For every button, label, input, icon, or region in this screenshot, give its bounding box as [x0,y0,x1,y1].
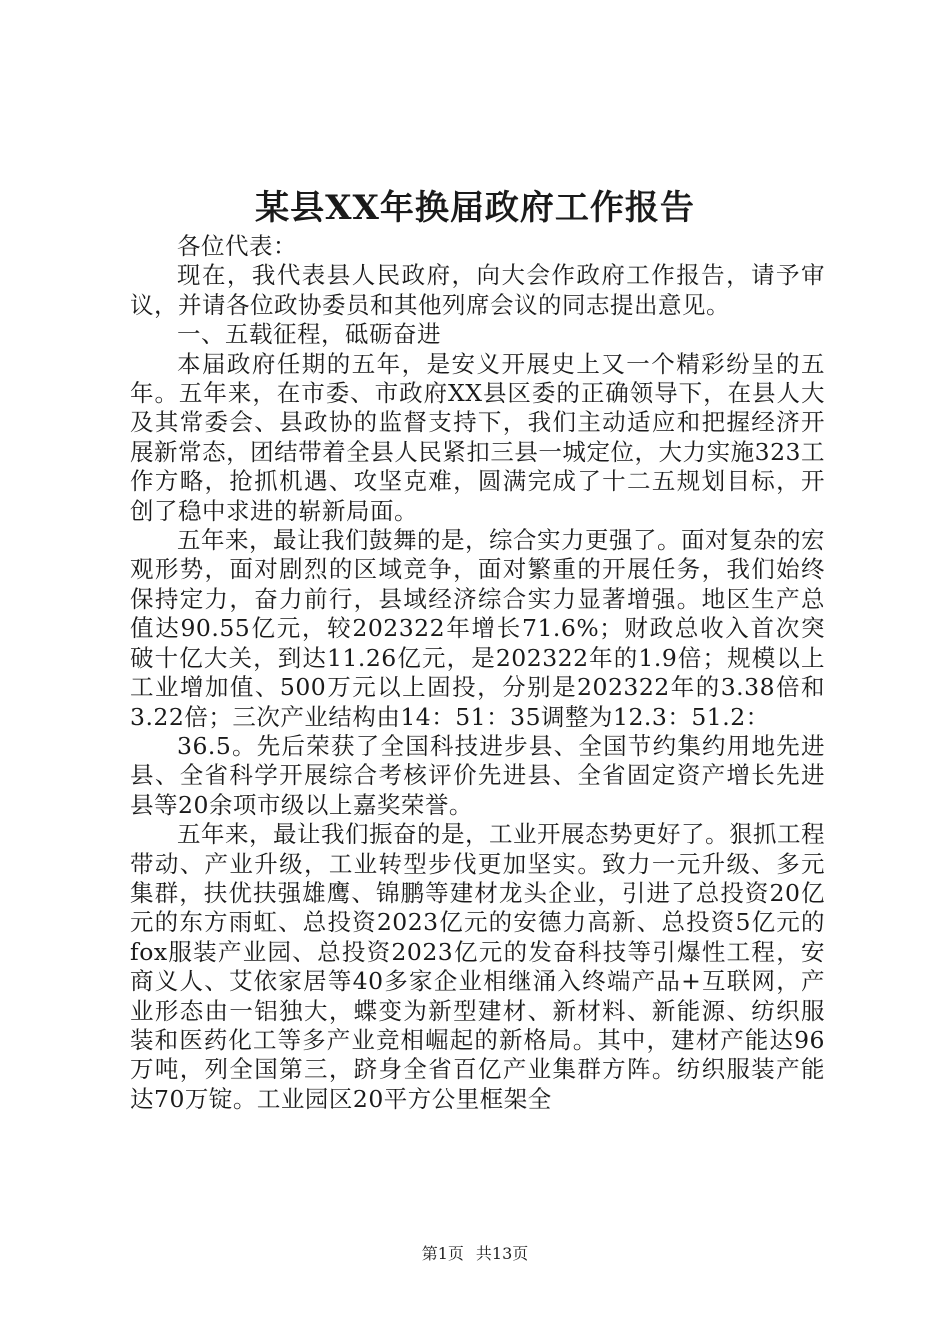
page-number: 第1页 [421,1244,464,1263]
paragraph: 五年来，最让我们鼓舞的是，综合实力更强了。面对复杂的宏观形势，面对剧烈的区域竞争，面对繁重的开展任务，我们始终保持定力，奋力前行，县域经济综合实力显著增强。地区生产总值达90.55亿元，较202322年增长71.6%；财政总收入首次突破十亿大关，到达11.26亿元，是202322年的1.9倍；规模以上工业增加值、500万元以上固投，分别是202322年的3.38倍和3.22倍；三次产业结构由14：51：35调整为12.3：51.2： [130,526,825,731]
page-total: 共13页 [475,1244,529,1263]
paragraph: 五年来，最让我们振奋的是，工业开展态势更好了。狠抓工程带动、产业升级，工业转型步伐更加坚实。致力一元升级、多元集群，扶优扶强雄鹰、锦鹏等建材龙头企业，引进了总投资20亿元的东方雨虹、总投资2023亿元的安德力高新、总投资5亿元的fox服装产业园、总投资2023亿元的发奋科技等引爆性工程，安商义人、艾依家居等40多家企业相继涌入终端产品+互联网，产业形态由一铝独大，蝶变为新型建材、新材料、新能源、纺织服装和医药化工等多产业竞相崛起的新格局。其中，建材产能达96万吨，列全国第三，跻身全省百亿产业集群方阵。纺织服装产能达70万锭。工业园区20平方公里框架全 [130,820,825,1113]
paragraph: 本届政府任期的五年，是安义开展史上又一个精彩纷呈的五年。五年来，在市委、市政府XX县区委的正确领导下，在县人大及其常委会、县政协的监督支持下，我们主动适应和把握经济开展新常态，团结带着全县人民紧扣三县一城定位，大力实施323工作方略，抢抓机遇、攻坚克难，圆满完成了十二五规划目标，开创了稳中求进的崭新局面。 [130,349,825,525]
paragraph: 36.5。先后荣获了全国科技进步县、全国节约集约用地先进县、全省科学开展综合考核评价先进县、全省固定资产增长先进县等20余项市级以上嘉奖荣誉。 [130,731,825,819]
paragraph: 现在，我代表县人民政府，向大会作政府工作报告，请予审议，并请各位政协委员和其他列席会议的同志提出意见。 [130,261,825,319]
page-footer [0,1243,950,1265]
document-body [130,232,825,1114]
section-heading: 一、五载征程，砥砺奋进 [177,320,441,349]
paragraph-salutation: 各位代表： [177,232,297,260]
document-title: 某县XX年换届政府工作报告 [255,188,695,228]
